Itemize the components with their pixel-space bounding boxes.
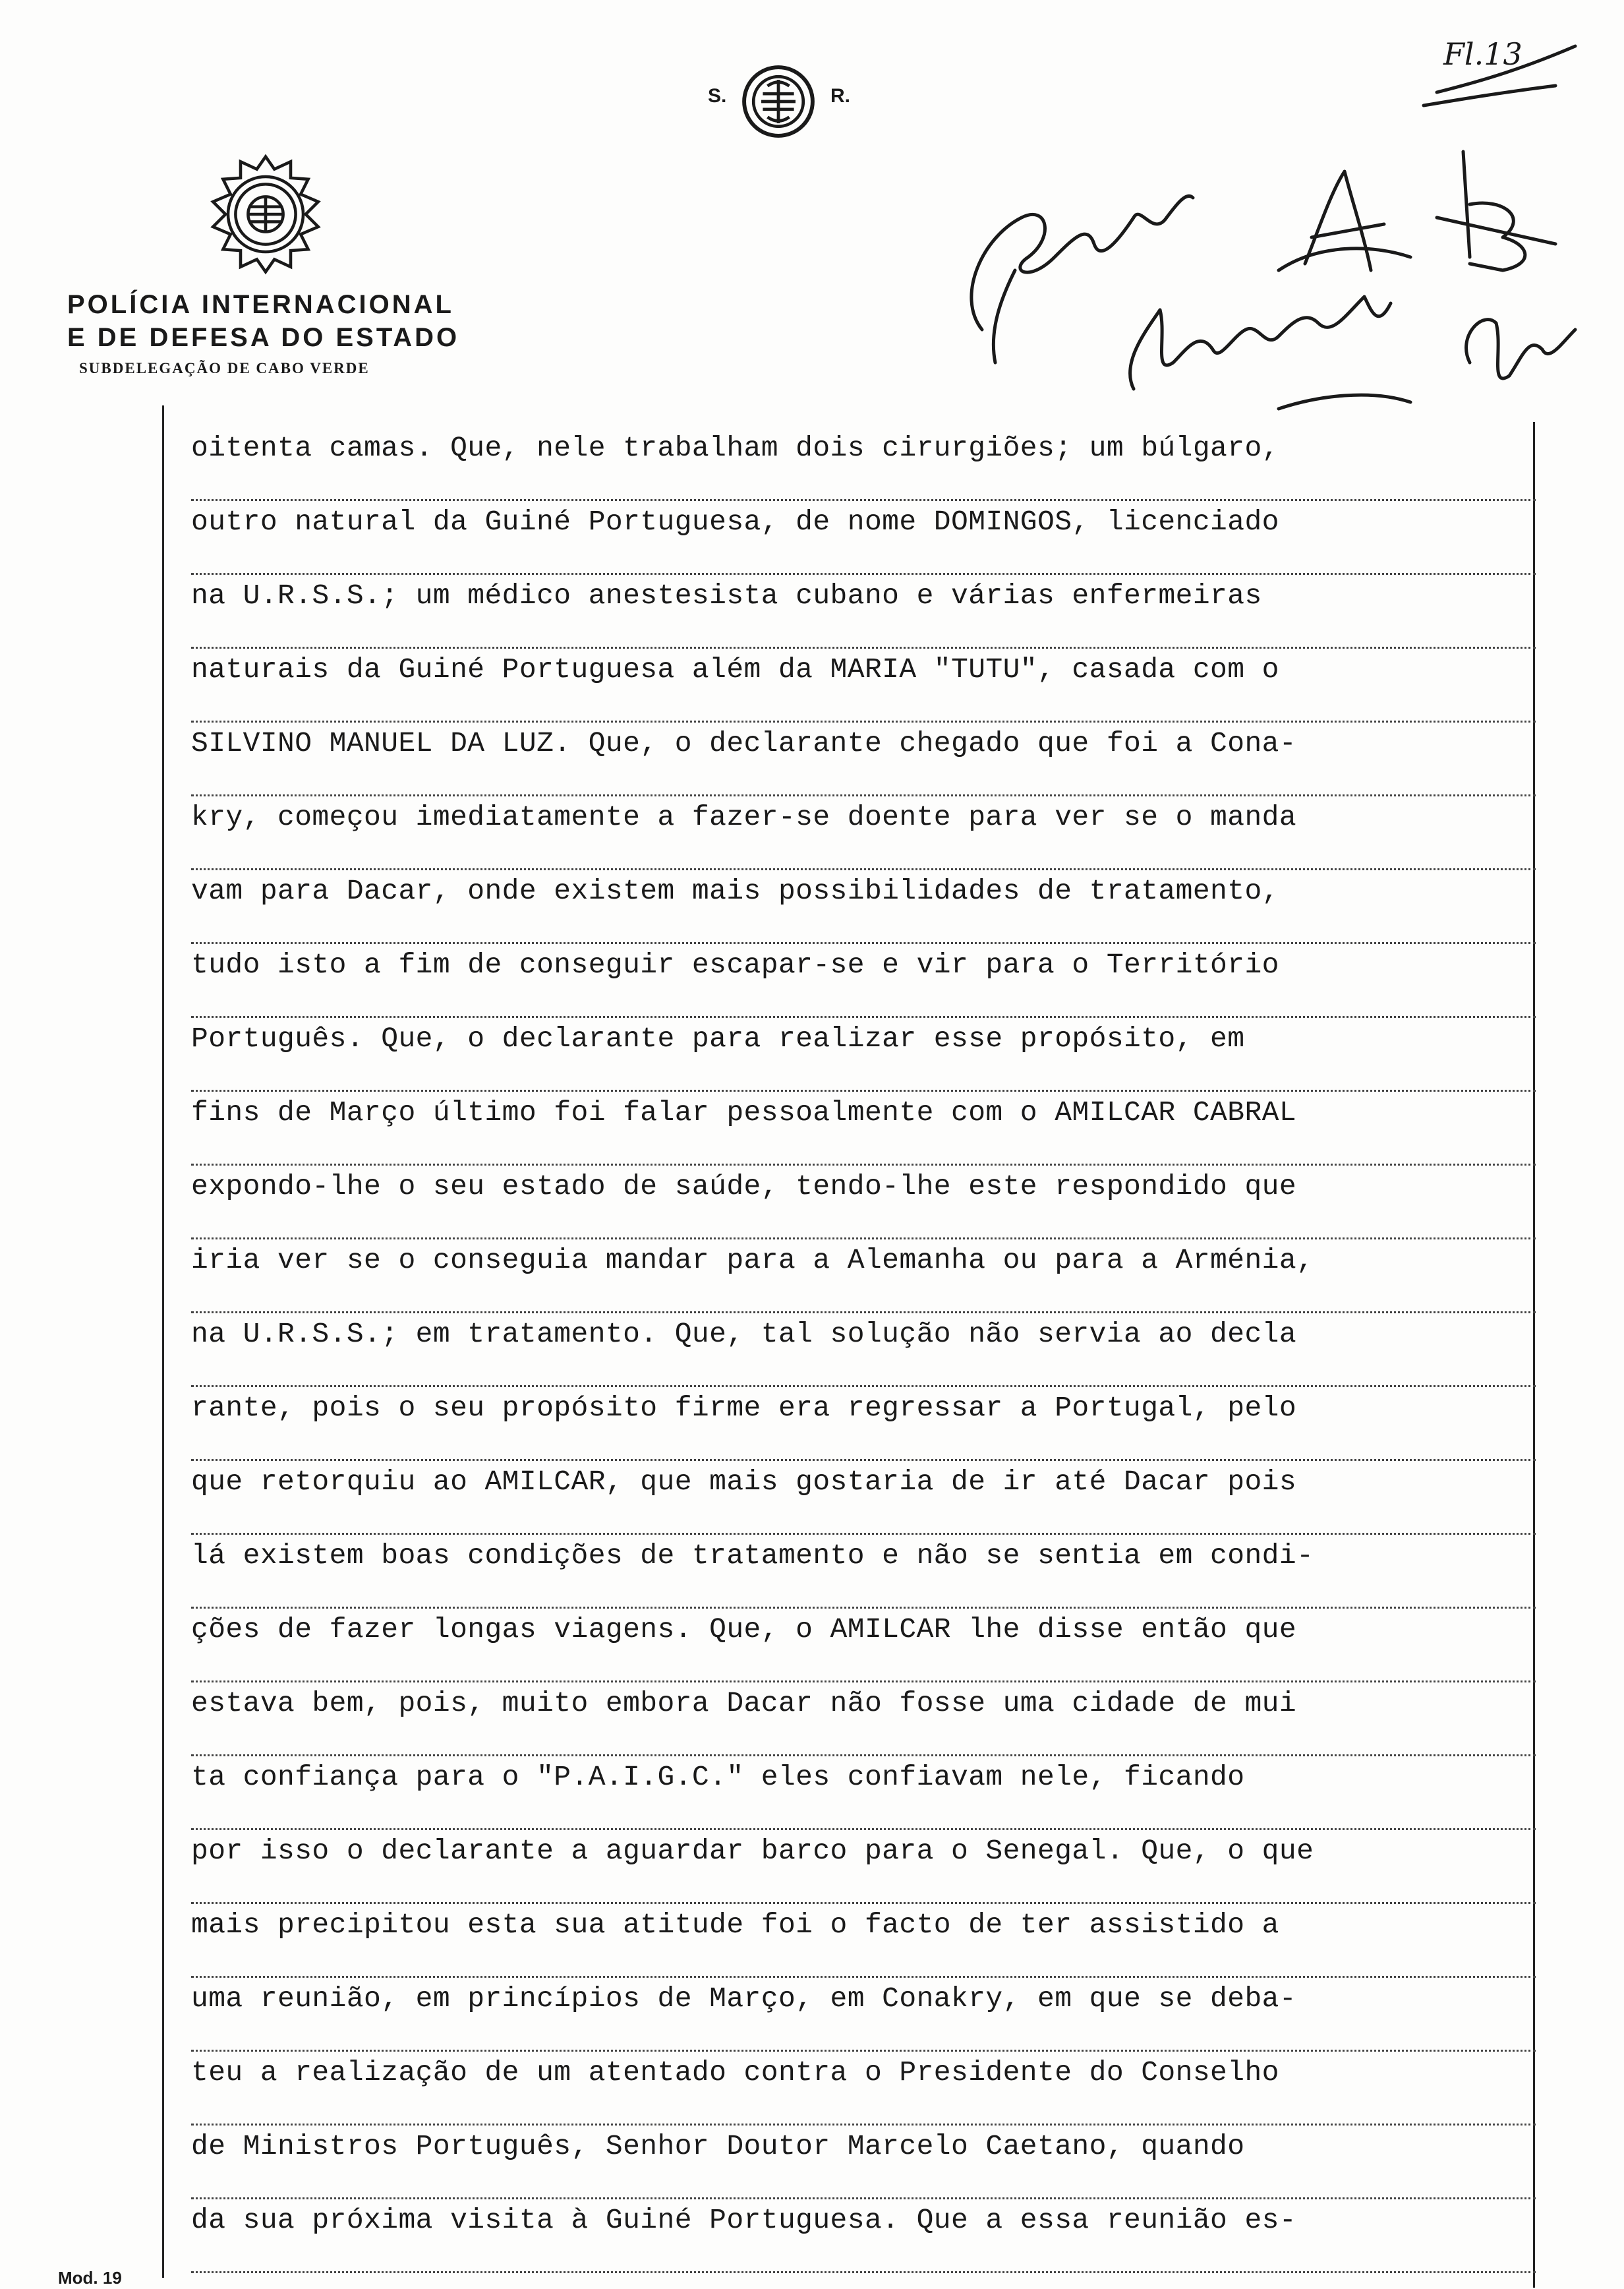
body-line: outro natural da Guiné Portuguesa, de nome DOMINGOS, licenciado xyxy=(191,501,1536,575)
body-line: kry, começou imediatamente a fazer-se doente para ver se o manda xyxy=(191,796,1536,870)
body-line: SILVINO MANUEL DA LUZ. Que, o declarante chegado que foi a Cona- xyxy=(191,723,1536,796)
body-line: vam para Dacar, onde existem mais possibilidades de tratamento, xyxy=(191,870,1536,944)
body-line: que retorquiu ao AMILCAR, que mais gostaria de ir até Dacar pois xyxy=(191,1461,1536,1535)
body-line: rante, pois o seu propósito firme era regressar a Portugal, pelo xyxy=(191,1387,1536,1461)
body-line: tudo isto a fim de conseguir escapar-se e vir para o Território xyxy=(191,944,1536,1018)
body-line: mais precipitou esta sua atitude foi o facto de ter assistido a xyxy=(191,1904,1536,1978)
typed-body xyxy=(191,427,1536,2273)
body-line: naturais da Guiné Portuguesa além da MARIA "TUTU", casada com o xyxy=(191,649,1536,723)
seal-left-letter: S. xyxy=(708,85,727,107)
body-line: fins de Março último foi falar pessoalmente com o AMILCAR CABRAL xyxy=(191,1092,1536,1166)
body-line: ções de fazer longas viagens. Que, o AMILCAR lhe disse então que xyxy=(191,1609,1536,1682)
left-margin-line xyxy=(162,405,164,2278)
body-line: lá existem boas condições de tratamento e não se sentia em condi- xyxy=(191,1535,1536,1609)
agency-emblem-icon xyxy=(203,152,328,277)
body-line: de Ministros Português, Senhor Doutor Marcelo Caetano, quando xyxy=(191,2126,1536,2199)
agency-name-line-1: POLÍCIA INTERNACIONAL xyxy=(67,290,454,319)
body-line: estava bem, pois, muito embora Dacar não fosse uma cidade de mui xyxy=(191,1682,1536,1756)
body-line: iria ver se o conseguia mandar para a Alemanha ou para a Arménia, xyxy=(191,1239,1536,1313)
top-seal-block xyxy=(699,63,923,135)
subdelegation-name: SUBDELEGAÇÃO DE CABO VERDE xyxy=(79,360,370,376)
body-line: oitenta camas. Que, nele trabalham dois cirurgiões; um búlgaro, xyxy=(191,427,1536,501)
body-line: Português. Que, o declarante para realizar esse propósito, em xyxy=(191,1018,1536,1092)
handwritten-signatures xyxy=(910,20,1595,429)
body-line: da sua próxima visita à Guiné Portuguesa. Que a essa reunião es- xyxy=(191,2199,1536,2273)
agency-name-line-2: E DE DEFESA DO ESTADO xyxy=(67,323,460,352)
seal-right-letter: R. xyxy=(830,85,850,107)
body-line: na U.R.S.S.; um médico anestesista cubano e várias enfermeiras xyxy=(191,575,1536,649)
body-line: teu a realização de um atentado contra o Presidente do Conselho xyxy=(191,2052,1536,2126)
form-number: Mod. 19 xyxy=(58,2268,122,2288)
body-line: uma reunião, em princípios de Março, em Conakry, em que se deba- xyxy=(191,1978,1536,2052)
body-line: por isso o declarante a aguardar barco para o Senegal. Que, o que xyxy=(191,1830,1536,1904)
body-line: expondo-lhe o seu estado de saúde, tendo-lhe este respondido que xyxy=(191,1166,1536,1239)
top-seal-icon xyxy=(740,63,817,140)
body-line: na U.R.S.S.; em tratamento. Que, tal solução não servia ao decla xyxy=(191,1313,1536,1387)
body-line: ta confiança para o "P.A.I.G.C." eles confiavam nele, ficando xyxy=(191,1756,1536,1830)
page-reference-handwritten: Fl.13 xyxy=(1443,36,1522,72)
